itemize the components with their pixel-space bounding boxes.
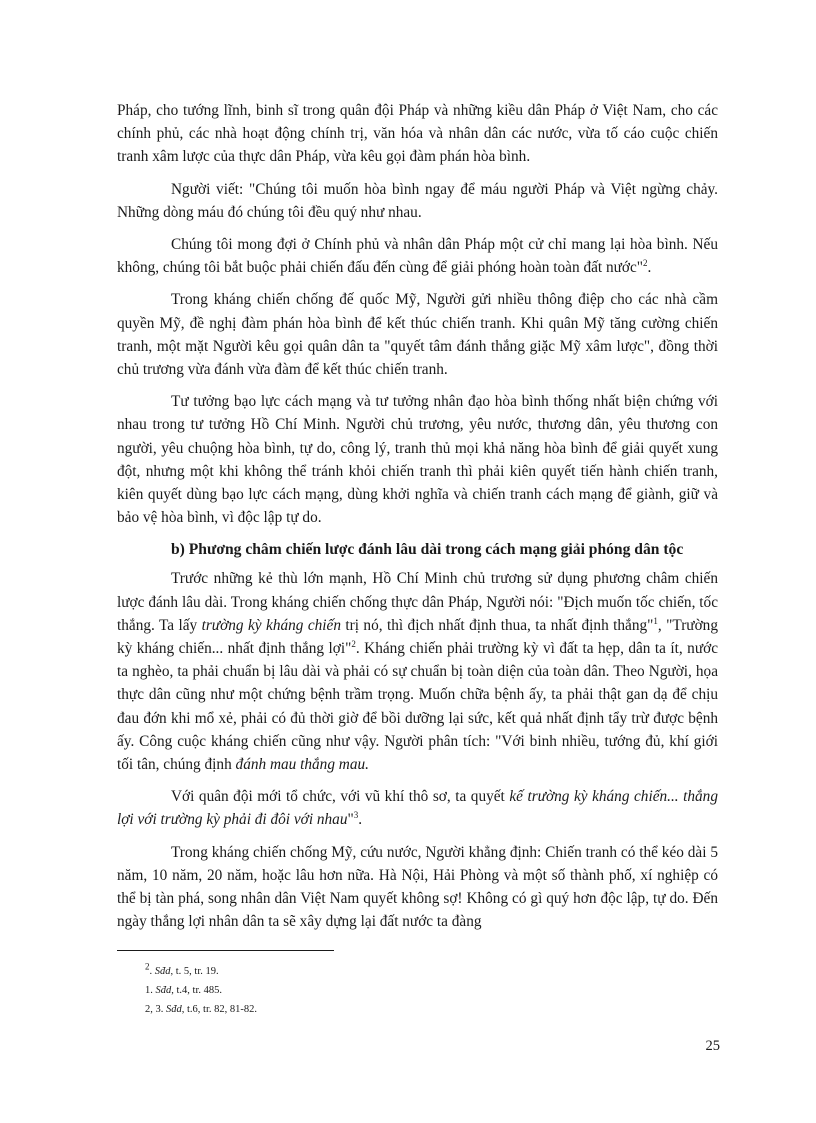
paragraph (117, 567, 718, 776)
footnote-source: Sđd (155, 985, 172, 996)
footnote-marker: 2 (643, 258, 648, 269)
body-text (117, 99, 718, 943)
footnote-marker: 3 (353, 810, 359, 821)
paragraph-text: Trước những kẻ thù lớn mạnh, Hồ Chí Minh chủ trương sử dụng phương châm chiến lược đánh lâu dài. Trong kháng chiến chống thực dân Pháp, Người nói: "Địch muốn tốc chiến, tốc thắng. Ta lấy (117, 570, 718, 634)
paragraph-text: . (358, 811, 363, 829)
paragraph-text: Chúng tôi mong đợi ở Chính phủ và nhân dân Pháp một cử chỉ mang lại hòa bình. Nếu không, chúng tôi bắt buộc phải chiến đấu đến cùng để giải phóng hoàn toàn đất nước" (117, 236, 718, 277)
paragraph-text: trị nó, thì địch nhất định thua, ta nhất định thắng" (340, 616, 654, 634)
paragraph (117, 785, 718, 831)
paragraph-text: . (647, 259, 652, 277)
section-heading: b) Phương châm chiến lược đánh lâu dài trong cách mạng giải phóng dân tộc (171, 541, 684, 559)
emphasis-text: đánh mau thắng mau. (235, 756, 369, 774)
paragraph-text: Trong kháng chiến chống Mỹ, cứu nước, Người khẳng định: Chiến tranh có thể kéo dài 5 năm, 10 năm, 20 năm, hoặc lâu hơn nữa. Hà Nội, Hải Phòng và một số thành phố, xí nghiệp có thể bị tàn phá, song nhân dân Việt Nam quyết không sợ! Không có gì quý hơn độc lập, tự do. Đến ngày thắng lợi nhân dân ta sẽ xây dựng lại đất nước ta đàng (117, 843, 718, 931)
page-number: 25 (705, 1038, 720, 1054)
paragraph-text: , "Trường kỳ kháng chiến... nhất định thắng lợi" (117, 616, 718, 658)
paragraph-text: Người viết: "Chúng tôi muốn hòa bình ngay để máu người Pháp và Việt ngừng chảy. Những dòng máu đó chúng tôi đều quý như nhau. (117, 180, 718, 221)
footnote (145, 962, 645, 981)
footnote-text: , t.4, tr. 485. (171, 985, 223, 996)
footnote-text: 1. (145, 985, 156, 996)
footnote-marker: 2 (351, 638, 356, 649)
paragraph (117, 288, 718, 381)
paragraph (117, 178, 718, 224)
emphasis-text: trường kỳ kháng chiến (201, 616, 341, 634)
footnote-text: , t.6, tr. 82, 81-82. (181, 1004, 257, 1015)
paragraph-text: Trong kháng chiến chống đế quốc Mỹ, Người gửi nhiều thông điệp cho các nhà cầm quyền Mỹ, đề nghị đàm phán hòa bình để kết thúc chiến tranh. Khi quân Mỹ tăng cường chiến tranh, một mặt Người kêu gọi quân dân ta "quyết tâm đánh thắng giặc Mỹ xâm lược", đồng thời chủ trương vừa đánh vừa đàm để kết thúc chiến tranh. (117, 291, 718, 379)
footnote-text: , t. 5, tr. 19. (170, 966, 219, 977)
paragraph-text: Pháp, cho tướng lĩnh, binh sĩ trong quân đội Pháp và những kiều dân Pháp ở Việt Nam, cho các chính phủ, các nhà hoạt động chính trị, văn hóa và nhân dân các nước, vừa tố cáo cuộc chiến tranh xâm lược của thực dân Pháp, vừa kêu gọi đàm phán hòa bình. (117, 102, 718, 166)
footnote-source: Sđd (154, 966, 171, 977)
footnote-divider (117, 950, 334, 951)
paragraph-text: . Kháng chiến phải trường kỳ vì đất ta hẹp, dân ta ít, nước ta nghèo, ta phải chuẩn bị lâu dài và phải có sự chuẩn bị toàn diện của toàn dân. Theo Người, họa thực dân cũng như một chứng bệnh trầm trọng. Muốn chữa bệnh ấy, ta phải thật gan dạ để chịu đau đớn khi mổ xẻ, phải có đủ thời giờ để bồi dưỡng lại sức, kết quả nhất định tẩy trừ được bệnh ấy. Công cuộc kháng chiến cũng như vậy. Người phân tích: "Với binh nhiều, tướng đủ, khí giới tối tân, chúng định (117, 640, 719, 774)
paragraph (117, 99, 718, 169)
paragraph (117, 390, 718, 529)
footnote-source: Sđd (166, 1004, 182, 1015)
footnote-marker: 1 (653, 615, 658, 626)
paragraph-text: Với quân đội mới tổ chức, với vũ khí thô sơ, ta quyết (171, 788, 510, 806)
footnote-text: 2, 3. (145, 1004, 166, 1015)
emphasis-text: kế trường kỳ kháng chiến... thắng lợi với trường kỳ phải đi đôi với nhau (117, 788, 718, 829)
footnote-text: . (149, 966, 155, 977)
paragraph (117, 841, 718, 934)
footnote-marker: 2 (145, 961, 150, 972)
paragraph (117, 233, 718, 279)
paragraph-text: " (347, 811, 354, 829)
paragraph-text: Tư tưởng bạo lực cách mạng và tư tưởng nhân đạo hòa bình thống nhất biện chứng với nhau trong tư tưởng Hồ Chí Minh. Người chủ trương, yêu nước, thương dân, yêu thương con người, yêu chuộng hòa bình, tự do, công lý, tranh thủ mọi khả năng hòa bình để giải quyết xung đột, nhưng một khi không thể tránh khỏi chiến tranh thì phải kiên quyết tiến hành chiến tranh, kiên quyết dùng bạo lực cách mạng, dùng khởi nghĩa và chiến tranh cách mạng để giành, giữ và bảo vệ hòa bình, vì độc lập tự do. (117, 393, 718, 527)
footnote (145, 1000, 645, 1019)
footnote (145, 981, 645, 1000)
footnotes (145, 962, 645, 1019)
